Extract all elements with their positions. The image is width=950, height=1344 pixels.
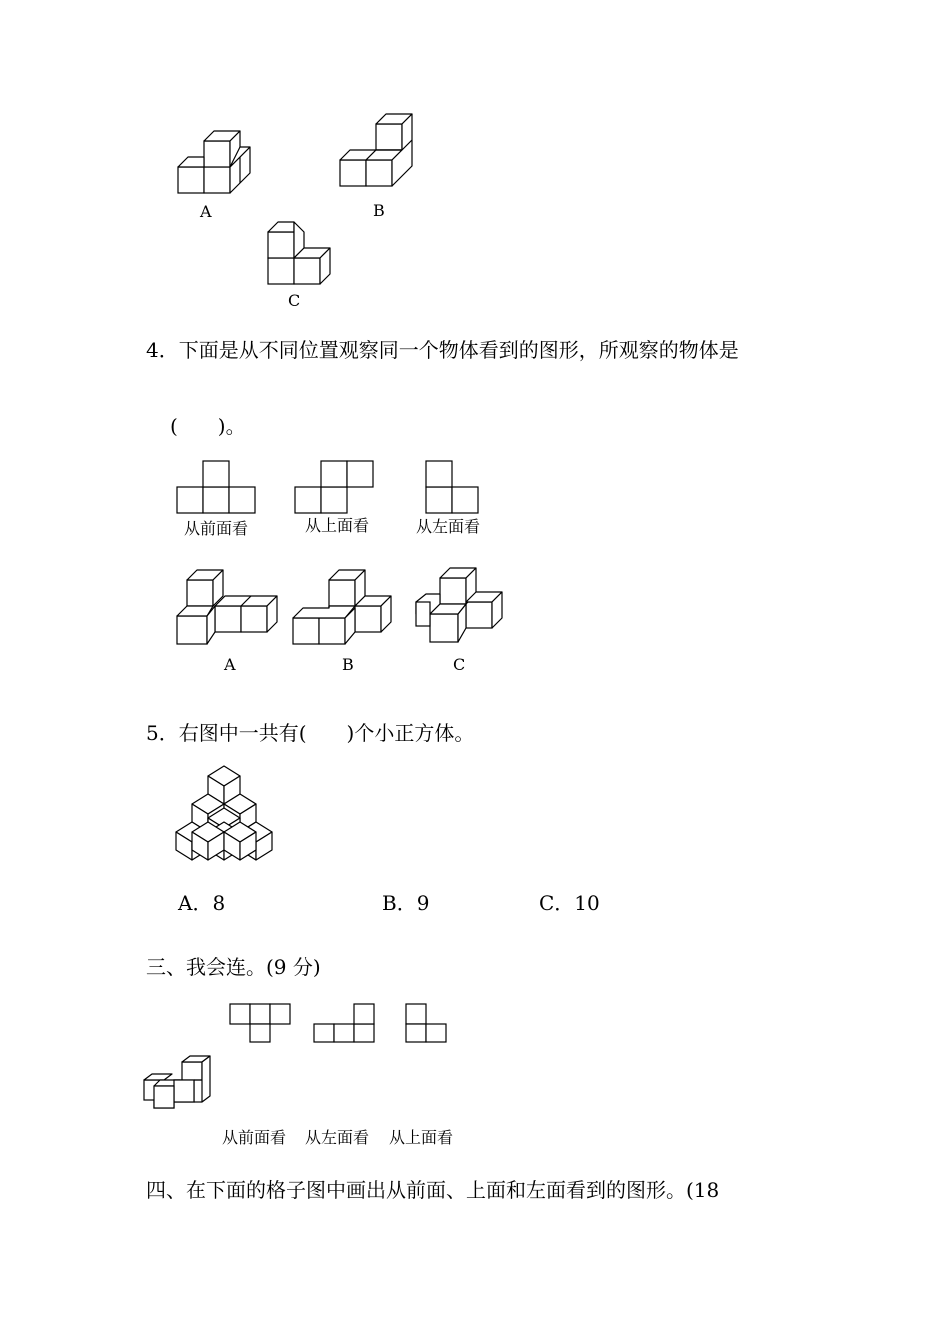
question-4-text: 4．下面是从不同位置观察同一个物体看到的图形，所观察的物体是 bbox=[146, 338, 739, 362]
section-3-heading: 三、我会连。(9 分) bbox=[146, 955, 321, 979]
figure-prev-a bbox=[170, 125, 260, 200]
option-a-figure bbox=[174, 566, 282, 648]
section3-label-top: 从上面看 bbox=[389, 1128, 454, 1147]
option-c-figure bbox=[410, 566, 510, 648]
option-label-a: A bbox=[224, 655, 236, 674]
option-label-c: C bbox=[453, 655, 466, 674]
view-label-front: 从前面看 bbox=[184, 519, 249, 538]
section3-label-left: 从左面看 bbox=[305, 1128, 370, 1147]
figure-prev-b bbox=[334, 110, 424, 192]
view-label-top: 从上面看 bbox=[305, 516, 370, 535]
view-front-grid bbox=[176, 460, 258, 516]
view-left-grid bbox=[425, 460, 481, 516]
choice-b: B．9 bbox=[382, 891, 430, 915]
option-label-b: B bbox=[373, 201, 385, 220]
view-label-left: 从左面看 bbox=[416, 517, 481, 536]
choice-a: A．8 bbox=[178, 891, 226, 915]
option-label-a: A bbox=[200, 202, 212, 221]
choice-c: C．10 bbox=[539, 891, 600, 915]
figure-prev-c bbox=[262, 218, 342, 290]
section3-view-3 bbox=[404, 1002, 448, 1044]
section3-view-1 bbox=[228, 1002, 292, 1044]
question-4-blank: ( )。 bbox=[170, 414, 246, 438]
view-top-grid bbox=[294, 460, 376, 516]
cube-pyramid-figure-full bbox=[174, 764, 276, 862]
section-4-heading: 四、在下面的格子图中画出从前面、上面和左面看到的图形。(18 bbox=[146, 1178, 720, 1202]
option-label-b: B bbox=[342, 655, 354, 674]
question-5-text: 5．右图中一共有( )个小正方体。 bbox=[146, 721, 475, 745]
option-label-c: C bbox=[288, 291, 301, 310]
option-b-figure bbox=[290, 566, 398, 648]
section3-view-2 bbox=[312, 1002, 376, 1044]
section3-solid-figure bbox=[140, 1050, 216, 1114]
section3-label-front: 从前面看 bbox=[222, 1128, 287, 1147]
